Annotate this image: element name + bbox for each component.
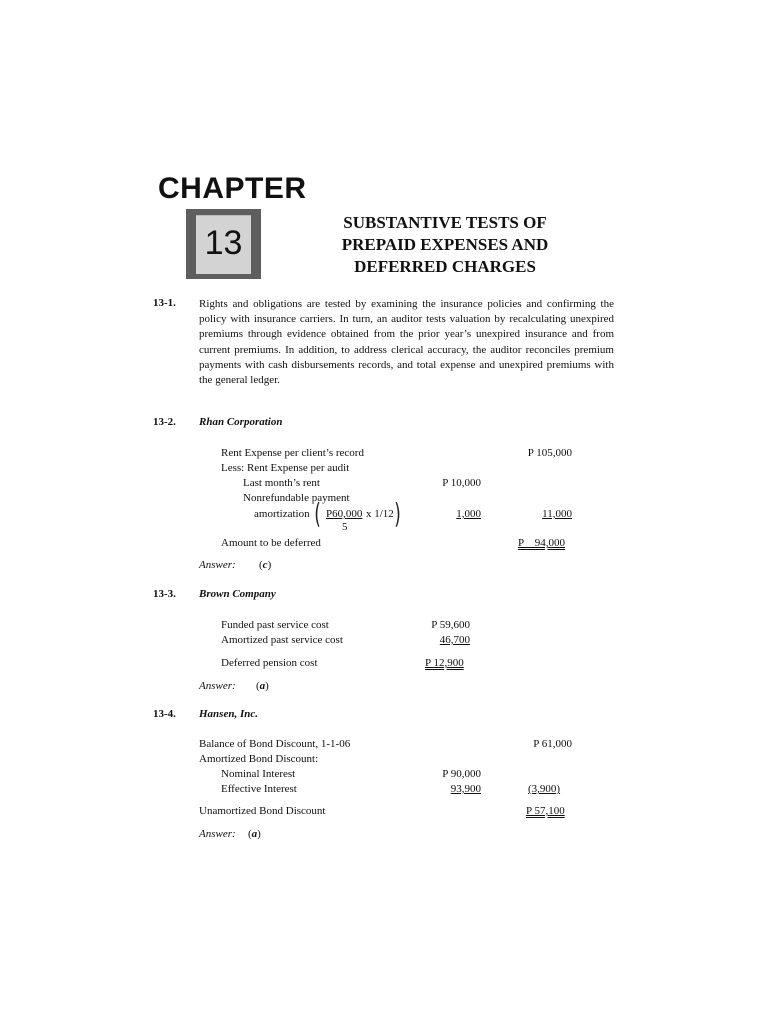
chapter-title-line-3: DEFERRED CHARGES	[354, 257, 536, 276]
funded-cost-label: Funded past service cost	[221, 619, 329, 631]
unamortized-discount-value: P 57,100	[526, 805, 565, 817]
question-number-13-4: 13-4.	[153, 708, 176, 720]
question-number-13-2: 13-2.	[153, 416, 176, 428]
unamortized-discount-label: Unamortized Bond Discount	[199, 805, 326, 817]
question-number-13-3: 13-3.	[153, 588, 176, 600]
answer-letter-13-3: a	[259, 680, 266, 692]
bond-balance-label: Balance of Bond Discount, 1-1-06	[199, 738, 351, 750]
right-bracket: )	[394, 497, 401, 530]
fraction-numerator: P60,000	[326, 508, 363, 520]
last-month-rent-label: Last month’s rent	[243, 477, 320, 489]
amortization-label: amortization	[254, 508, 310, 520]
nominal-interest-value: P 90,000	[442, 768, 481, 780]
answer-13-2: (c)	[259, 559, 272, 571]
answer-13-3: (a)	[256, 680, 269, 692]
rent-expense-value: P 105,000	[527, 447, 572, 459]
rent-audit-subtotal: 11,000	[542, 508, 572, 520]
answer-label-13-4: Answer:	[199, 828, 236, 840]
answer-label-13-2: Answer:	[199, 559, 236, 571]
nominal-interest-label: Nominal Interest	[221, 768, 296, 780]
answer-letter-13-4: a	[251, 828, 258, 840]
amortized-discount-label: Amortized Bond Discount:	[199, 753, 319, 765]
amount-deferred-value: P 94,000	[518, 537, 565, 549]
chapter-number-box	[186, 209, 261, 279]
chapter-title-line-2: PREPAID EXPENSES AND	[341, 235, 549, 254]
company-name-13-2: Rhan Corporation	[199, 416, 283, 428]
amount-deferred-label: Amount to be deferred	[221, 537, 321, 549]
rent-expense-label: Rent Expense per client’s record	[221, 447, 364, 459]
interest-difference-value: (3,900)	[528, 783, 561, 795]
answer-13-4: (a)	[248, 828, 261, 840]
chapter-heading: CHAPTER	[158, 172, 307, 205]
chapter-number: 13	[196, 215, 251, 274]
answer-paragraph-13-1: Rights and obligations are tested by examining the insurance policies and confirming the policy with insurance carriers. In turn, an auditor tests valuation by recalculating unexpired premiums through evidence obtained from the prior year’s unexpired insurance and from current premiums. In addition, to address clerical accuracy, the auditor reconciles premium payments with cash disbursements records, and total expense and unexpired premiums with the general ledger.	[199, 298, 614, 387]
amortization-value: 1,000	[456, 508, 481, 520]
chapter-title	[320, 212, 570, 278]
answer-label-13-3: Answer:	[199, 680, 236, 692]
company-name-13-4: Hansen, Inc.	[199, 708, 258, 720]
nonrefundable-label: Nonrefundable payment	[243, 492, 350, 504]
left-bracket: (	[314, 497, 321, 530]
effective-interest-label: Effective Interest	[221, 783, 297, 795]
fraction-denominator: 5	[342, 521, 348, 533]
amortized-cost-value: 46,700	[439, 634, 470, 646]
last-month-rent-value: P 10,000	[442, 477, 481, 489]
answer-letter-13-2: c	[262, 559, 268, 571]
deferred-pension-value: P 12,900	[425, 657, 464, 669]
less-label: Less: Rent Expense per audit	[221, 462, 350, 474]
chapter-title-line-1: SUBSTANTIVE TESTS OF	[343, 213, 547, 232]
funded-cost-value: P 59,600	[431, 619, 470, 631]
fraction-multiplier: x 1/12	[366, 508, 394, 520]
company-name-13-3: Brown Company	[199, 588, 276, 600]
effective-interest-value: 93,900	[450, 783, 481, 795]
bond-balance-value: P 61,000	[533, 738, 572, 750]
deferred-pension-label: Deferred pension cost	[221, 657, 318, 669]
question-number-13-1: 13-1.	[153, 297, 176, 309]
amortized-cost-label: Amortized past service cost	[221, 634, 343, 646]
